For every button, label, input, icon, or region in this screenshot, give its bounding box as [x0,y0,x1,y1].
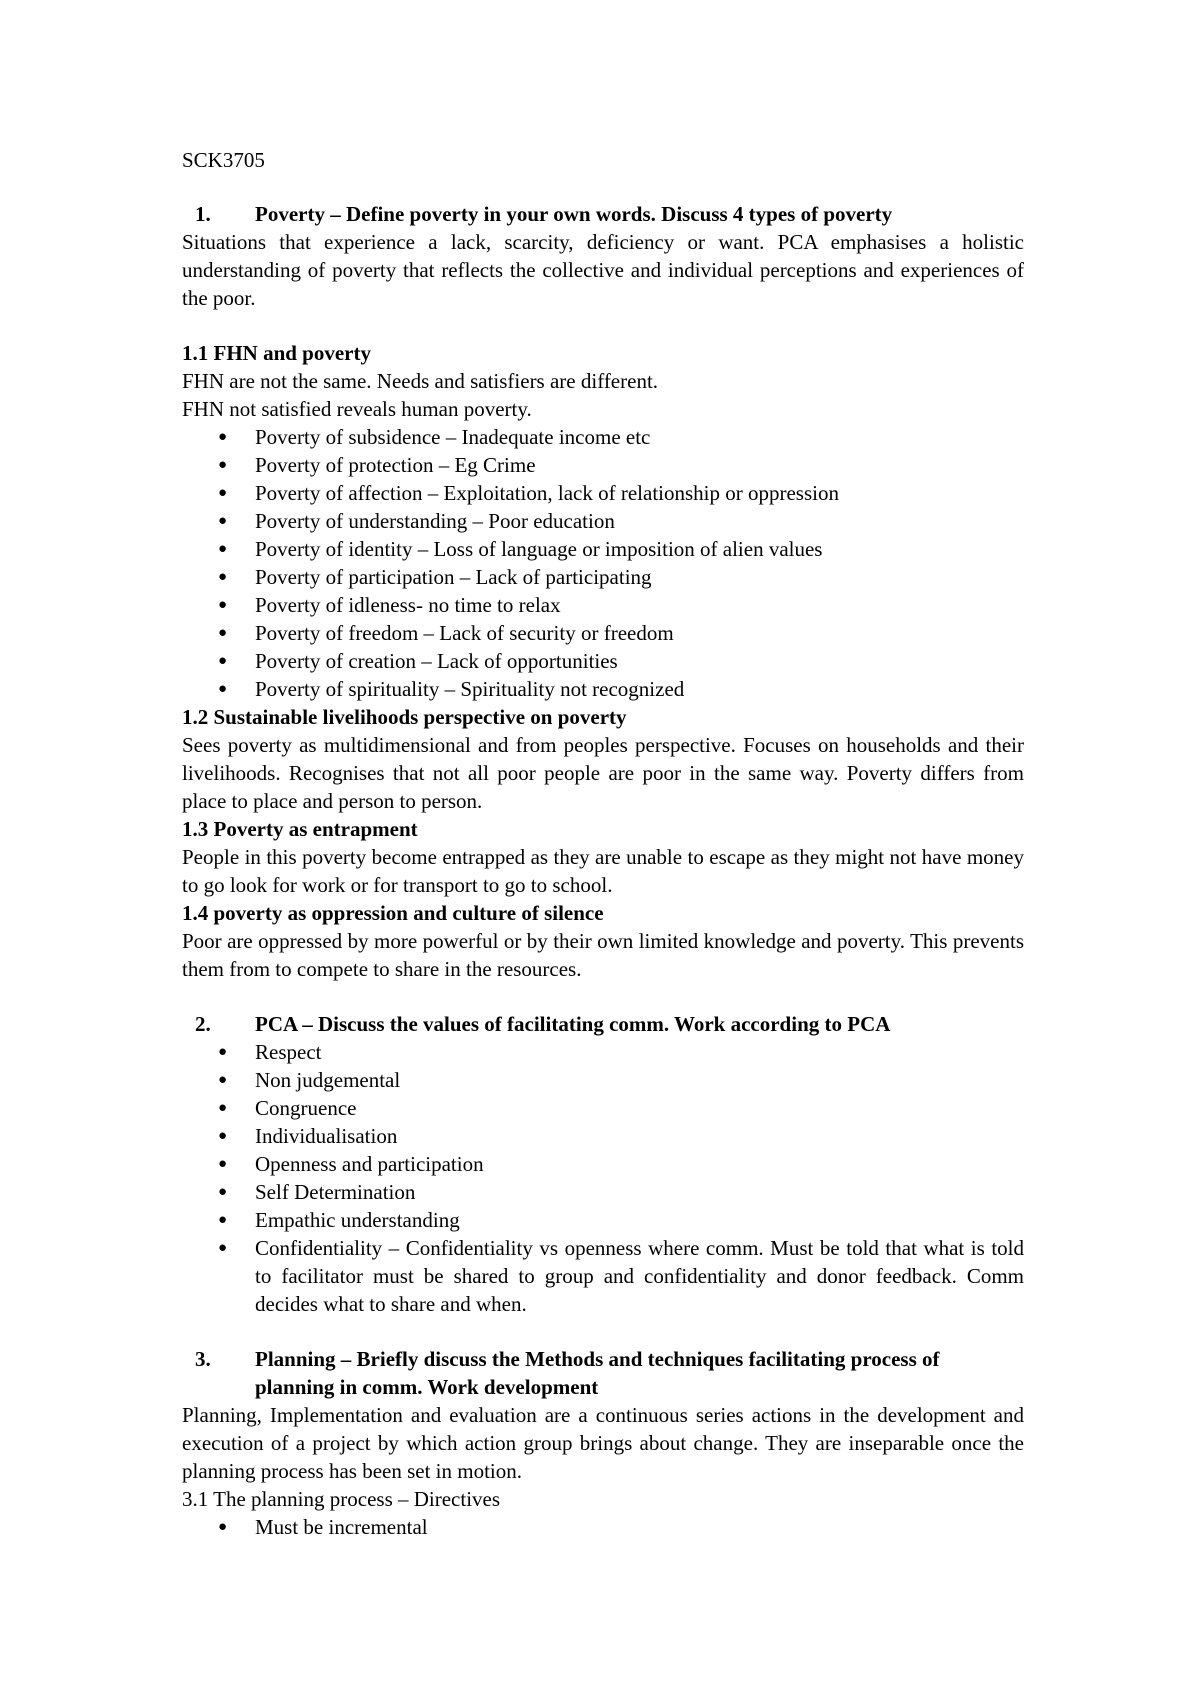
q2-heading-text: PCA – Discuss the values of facilitating comm. Work according to PCA [255,1012,891,1036]
list-item: ● Self Determination [182,1178,1024,1206]
q1-heading [182,200,1024,228]
list-item: ● Empathic understanding [182,1206,1024,1234]
section-1-3-heading: 1.3 Poverty as entrapment [182,817,418,841]
list-item: ● Openness and participation [182,1150,1024,1178]
list-item: ● Congruence [182,1094,1024,1122]
list-item: ● Confidentiality – Confidentiality vs openness where comm. Must be told that what is told to facilitator must be shared to group and confidentiality and donor feedback. Comm decides what to share and when. [182,1234,1024,1318]
q1-heading-text: Poverty – Define poverty in your own words. Discuss 4 types of poverty [255,202,893,226]
list-item: ● Poverty of understanding – Poor education [182,507,1024,535]
list-item: ● Poverty of idleness- no time to relax [182,591,1024,619]
q3-number: 3. [195,1347,211,1371]
list-item: ● Must be incremental [182,1513,1024,1541]
section-3-1-line: 3.1 The planning process – Directives [182,1487,501,1511]
poverty-types-list [182,423,1024,703]
section-1-1-line-1: FHN are not the same. Needs and satisfiers are different. [182,369,659,393]
q3-heading [182,1345,1024,1401]
section-1-4-heading: 1.4 poverty as oppression and culture of silence [182,901,604,925]
section-1-1-line-2: FHN not satisfied reveals human poverty. [182,397,532,421]
course-code: SCK3705 [182,148,265,172]
q3-paragraph: Planning, Implementation and evaluation are a continuous series actions in the development and execution of a project by which action group brings about change. They are inseparable once the planning process has been set in motion. [182,1403,1024,1483]
list-item: ● Poverty of identity – Loss of language or imposition of alien values [182,535,1024,563]
list-item: ● Poverty of spirituality – Spirituality not recognized [182,675,1024,703]
q1-number: 1. [195,202,211,226]
list-item: ● Respect [182,1038,1024,1066]
pca-values-list [182,1038,1024,1318]
list-item: ● Poverty of subsidence – Inadequate income etc [182,423,1024,451]
q2-number: 2. [195,1012,211,1036]
spacer [182,312,1024,339]
q3-heading-text: Planning – Briefly discuss the Methods and techniques facilitating process of planning in comm. Work development [255,1347,940,1399]
list-item: ● Poverty of affection – Exploitation, lack of relationship or oppression [182,479,1024,507]
section-1-3-paragraph: People in this poverty become entrapped as they are unable to escape as they might not have money to go look for work or for transport to go to school. [182,845,1024,897]
list-item: ● Individualisation [182,1122,1024,1150]
section-1-2-heading: 1.2 Sustainable livelihoods perspective on poverty [182,705,627,729]
list-item: ● Poverty of freedom – Lack of security or freedom [182,619,1024,647]
list-item: ● Poverty of creation – Lack of opportunities [182,647,1024,675]
list-item: ● Non judgemental [182,1066,1024,1094]
list-item: ● Poverty of protection – Eg Crime [182,451,1024,479]
section-1-1-heading: 1.1 FHN and poverty [182,341,371,365]
section-1-2-paragraph: Sees poverty as multidimensional and from peoples perspective. Focuses on households and their livelihoods. Recognises that not all poor people are poor in the same way. Poverty differs from place to place and person to person. [182,733,1024,813]
q2-heading [182,1010,1024,1038]
spacer [182,1318,1024,1345]
document-body [182,146,1024,1541]
planning-directives-list [182,1513,1024,1541]
section-1-4-paragraph: Poor are oppressed by more powerful or by their own limited knowledge and poverty. This prevents them from to compete to share in the resources. [182,929,1024,981]
spacer [182,983,1024,1010]
list-item: ● Poverty of participation – Lack of participating [182,563,1024,591]
q1-paragraph: Situations that experience a lack, scarcity, deficiency or want. PCA emphasises a holistic understanding of poverty that reflects the collective and individual perceptions and experiences of the poor. [182,230,1024,310]
